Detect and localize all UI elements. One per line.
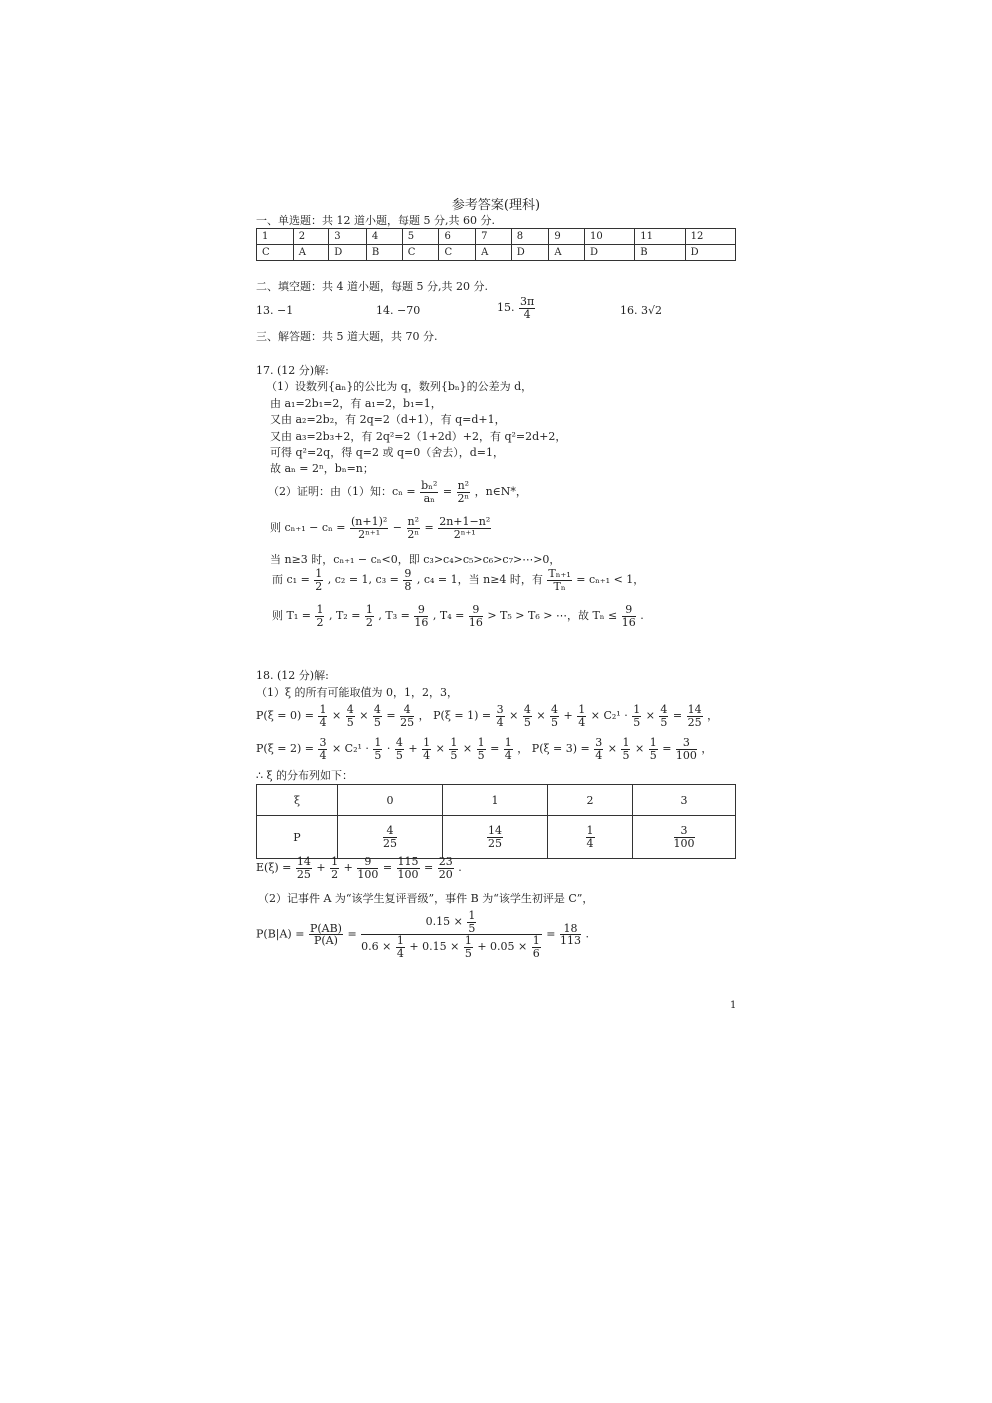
fraction: $\frac{4}{25}$: [383, 823, 397, 850]
fraction: $\frac{4}{5}$: [373, 703, 381, 729]
dist-prob: [633, 816, 736, 859]
question-number: 8: [511, 229, 549, 245]
fraction: $\frac{1}{6}$: [532, 934, 540, 960]
fraction: $\frac{1}{5}$: [633, 703, 641, 729]
answer-cell: C: [257, 245, 294, 261]
answer-14: 14. −70: [376, 304, 421, 317]
q17-line: 又由 a₂=2b₂，有 2q=2（d+1），有 q=d+1，: [270, 413, 506, 426]
fraction: $\frac{14}{25}$: [488, 823, 502, 850]
q17-line: 故 aₙ = 2ⁿ，bₙ=n；: [270, 462, 374, 475]
answer-15-label: 15.: [497, 301, 515, 315]
fraction: $\frac{4}{5}$: [346, 703, 354, 729]
fraction: $\frac{1}{2}$: [315, 567, 323, 593]
fraction: $\frac{3}{4}$: [496, 703, 504, 729]
fraction: $\frac{1}{2}$: [365, 603, 373, 629]
dist-prob: [443, 816, 548, 859]
q17-line: 又由 a₃=2b₃+2，有 2q²=2（1+2d）+2，有 q²=2d+2，: [270, 430, 567, 443]
fraction: $\frac{9}{8}$: [404, 567, 412, 593]
question-number: 1: [257, 229, 294, 245]
answer-table-number-row: [257, 229, 736, 245]
answer-cell: D: [584, 245, 634, 261]
q18-expectation: E(ξ) = $\frac{14}{25}$ + $\frac{1}{2}$ + $\frac{9}{100}$ = $\frac{115}{100}$ = $\frac{23}{20}$ .: [256, 855, 462, 881]
fraction: $\frac{115}{100}$: [397, 855, 419, 881]
answer-cell: A: [476, 245, 512, 261]
fraction: $\frac{1}{2}$: [331, 855, 339, 881]
fraction: $\frac{\text{2n+1−n²}}{\text{2ⁿ⁺¹}}$: [439, 515, 491, 541]
answer-cell: C: [439, 245, 476, 261]
question-number: 9: [549, 229, 585, 245]
fraction: $\frac{3}{4}$: [319, 736, 327, 762]
dist-prob: [548, 816, 633, 859]
fraction: $\frac{1}{5}$: [477, 736, 485, 762]
fraction: $\frac{1}{2}$: [316, 603, 324, 629]
dist-row-label: P: [257, 816, 338, 859]
fraction: $\frac{9}{16}$: [468, 603, 483, 629]
dist-prob: [338, 816, 443, 859]
fraction: $\frac{9}{16}$: [621, 603, 636, 629]
question-number: 7: [476, 229, 512, 245]
section-1-heading: 一、单选题：共 12 道小题，每题 5 分,共 60 分.: [256, 214, 495, 227]
q17-line: 可得 q²=2q，得 q=2 或 q=0（舍去），d=1，: [270, 446, 504, 459]
dist-row-label: ξ: [257, 785, 338, 816]
q17-formula-values: 而 c₁ = $\frac{1}{2}$ , c₂ = 1, c₃ = $\frac{9}{8}$ , c₄ = 1，当 n≥4 时，有 $\frac{\text{Tₙ₊₁}}{\text{Tₙ}}$ = cₙ₊₁ < 1，: [272, 567, 645, 593]
fraction: $\frac{\text{bₙ²}}{\text{aₙ}}$: [421, 479, 438, 505]
fraction: $\frac{\text{n²}}{\text{2ⁿ}}$: [407, 515, 420, 541]
question-number: 10: [584, 229, 634, 245]
answer-cell: B: [366, 245, 402, 261]
distribution-table: [256, 784, 736, 859]
page-title: 参考答案(理科): [451, 198, 541, 213]
fraction: $\frac{1}{4}$: [504, 736, 512, 762]
question-number: 3: [329, 229, 367, 245]
fraction: $\frac{4}{5}$: [551, 703, 559, 729]
fraction: $\frac{1}{4}$: [586, 823, 594, 850]
answer-15: [497, 296, 536, 320]
q18-formula-p01: P(ξ = 0) = $\frac{1}{4}$ × $\frac{4}{5}$ × $\frac{4}{5}$ = $\frac{4}{25}$ ， P(ξ = 1) = $\frac{3}{4}$ × $\frac{4}{5}$ × $\frac{4}{5}$ + $\frac{1}{4}$ × C₂¹ · $\frac{1}{5}$ × $\frac{4}{5}$ = $\frac{14}{25}$ ，: [256, 703, 719, 729]
answer-cell: A: [293, 245, 329, 261]
q18-title: 18. (12 分)解:: [256, 669, 329, 682]
q17-line: （1）设数列{aₙ}的公比为 q，数列{bₙ}的公差为 d，: [266, 380, 533, 393]
dist-value: 3: [633, 785, 736, 816]
fraction: $\frac{\text{(n+1)²}}{\text{2ⁿ⁺¹}}$: [350, 515, 388, 541]
fraction: $\frac{3}{4}$: [595, 736, 603, 762]
section-2-heading: 二、填空题：共 4 道小题，每题 5 分,共 20 分.: [256, 280, 488, 293]
fraction: $\frac{1}{4}$: [319, 703, 327, 729]
fraction: $\frac{1}{5}$: [622, 736, 630, 762]
fraction: $\frac{3}{100}$: [675, 736, 697, 762]
fraction: $\frac{14}{25}$: [687, 703, 702, 729]
answer-16: 16. 3√2: [620, 304, 662, 317]
question-number: 12: [685, 229, 735, 245]
q17-formula-t: 则 T₁ = $\frac{1}{2}$ , T₂ = $\frac{1}{2}$ , T₃ = $\frac{9}{16}$ , T₄ = $\frac{9}{16}$ > T₅ > T₆ > ⋯，故 Tₙ ≤ $\frac{9}{16}$ .: [272, 603, 644, 629]
q18-line: （2）记事件 A 为“该学生复评晋级”，事件 B 为“该学生初评是 C”，: [258, 892, 594, 905]
answer-table-answer-row: [257, 245, 736, 261]
fraction: $\frac{1}{4}$: [578, 703, 586, 729]
fraction: $\frac{1}{4}$: [396, 934, 404, 960]
answer-cell: D: [329, 245, 367, 261]
distribution-prob-row: [257, 816, 736, 859]
dist-value: 2: [548, 785, 633, 816]
q18-conditional: P(B|A) = $\frac{P(AB)}{P(A)}$ = 0.15 × $\frac{1}{5}$ 0.6 × $\frac{1}{4}$ + 0.15 × $\frac{1}{5}$ + 0.05 × $\frac{1}{6}$ = $\frac{18}{113}$ .: [256, 909, 589, 960]
fraction: $\frac{9}{100}$: [357, 855, 379, 881]
question-number: 11: [635, 229, 685, 245]
q18-line: ∴ ξ 的分布列如下：: [256, 769, 354, 782]
answer-cell: B: [635, 245, 685, 261]
question-number: 6: [439, 229, 476, 245]
fraction: $\frac{9}{16}$: [414, 603, 429, 629]
fraction: $\frac{1}{5}$: [374, 736, 382, 762]
answer-cell: A: [549, 245, 585, 261]
distribution-value-row: [257, 785, 736, 816]
question-number: 4: [366, 229, 402, 245]
fraction: $\frac{\text{n²}}{\text{2ⁿ}}$: [457, 479, 470, 505]
fraction: $\frac{1}{5}$: [649, 736, 657, 762]
q18-line: （1）ξ 的所有可能取值为 0，1，2，3，: [256, 686, 459, 699]
fraction: $\frac{4}{5}$: [523, 703, 531, 729]
fraction: $\frac{\text{Tₙ₊₁}}{\text{Tₙ}}$: [548, 567, 571, 593]
q17-line: 当 n≥3 时，cₙ₊₁ − cₙ<0，即 c₃>c₄>c₅>c₆>c₇>⋯>0，: [270, 553, 561, 566]
answer-cell: D: [511, 245, 549, 261]
answer-15-fraction: $\frac{3\pi}{4}$: [520, 295, 535, 321]
fraction: $\frac{23}{20}$: [438, 855, 453, 881]
section-3-heading: 三、解答题：共 5 道大题，共 70 分.: [256, 330, 438, 343]
page-number: 1: [730, 1000, 737, 1011]
fraction: $\frac{14}{25}$: [296, 855, 311, 881]
dist-value: 0: [338, 785, 443, 816]
q17-formula-c: （2）证明：由（1）知：cₙ = $\frac{\text{bₙ²}}{\text{aₙ}}$ = $\frac{\text{n²}}{\text{2ⁿ}}$ ，n∈N*，: [268, 479, 527, 505]
q17-line: 由 a₁=2b₁=2，有 a₁=2，b₁=1，: [270, 397, 442, 410]
fraction-complex: 0.15 × $\frac{1}{5}$ 0.6 × $\frac{1}{4}$ + 0.15 × $\frac{1}{5}$ + 0.05 × $\frac{1}{6}$: [361, 909, 540, 960]
fraction: $\frac{4}{5}$: [660, 703, 668, 729]
answer-cell: C: [402, 245, 439, 261]
fraction: $\frac{1}{5}$: [450, 736, 458, 762]
answer-table: [256, 228, 736, 261]
fraction: $\frac{P(AB)}{P(A)}$: [309, 921, 342, 948]
q17-title: 17. (12 分)解:: [256, 364, 329, 377]
fraction: $\frac{4}{25}$: [400, 703, 415, 729]
fraction: $\frac{1}{5}$: [464, 934, 472, 960]
q18-formula-p23: P(ξ = 2) = $\frac{3}{4}$ × C₂¹ · $\frac{1}{5}$ · $\frac{4}{5}$ + $\frac{1}{4}$ × $\frac{1}{5}$ × $\frac{1}{5}$ = $\frac{1}{4}$ ， P(ξ = 3) = $\frac{3}{4}$ × $\frac{1}{5}$ × $\frac{1}{5}$ = $\frac{3}{100}$ ，: [256, 736, 713, 762]
fraction: $\frac{1}{4}$: [423, 736, 431, 762]
fraction: $\frac{3}{100}$: [673, 823, 695, 850]
dist-value: 1: [443, 785, 548, 816]
question-number: 2: [293, 229, 329, 245]
fraction: $\frac{1}{5}$: [468, 909, 476, 935]
fraction: $\frac{4}{5}$: [395, 736, 403, 762]
q17-formula-diff: 则 cₙ₊₁ − cₙ = $\frac{\text{(n+1)²}}{\text{2ⁿ⁺¹}}$ − $\frac{\text{n²}}{\text{2ⁿ}}$ = $\frac{\text{2n+1−n²}}{\text{2ⁿ⁺¹}}$: [270, 515, 491, 541]
answer-13: 13. −1: [256, 304, 294, 317]
fraction: $\frac{18}{113}$: [559, 921, 581, 948]
question-number: 5: [402, 229, 439, 245]
answer-cell: D: [685, 245, 735, 261]
